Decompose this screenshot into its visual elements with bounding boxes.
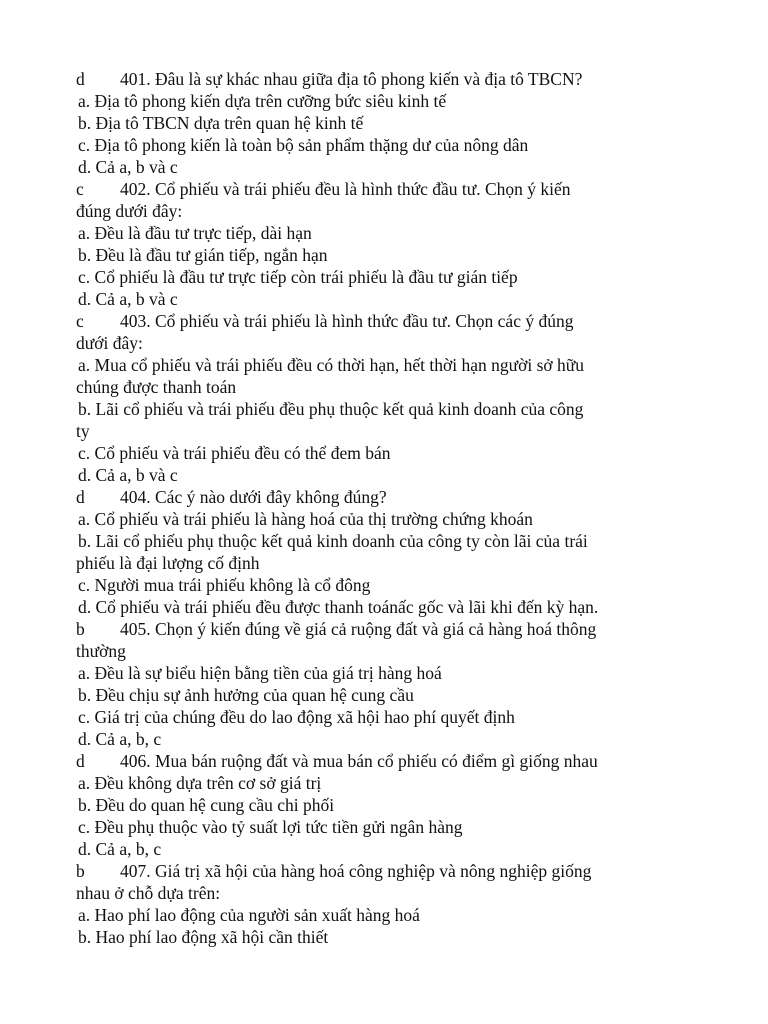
option-line: b. Địa tô TBCN dựa trên quan hệ kinh tế <box>78 113 364 133</box>
answer-key: b <box>76 861 85 881</box>
option-line: d. Cả a, b và c <box>78 289 178 309</box>
question-text-continued: đúng dưới đây: <box>76 201 183 221</box>
option-line: b. Lãi cổ phiếu và trái phiếu đều phụ thuộc kết quả kinh doanh của công <box>78 399 584 419</box>
question-text: 403. Cổ phiếu và trái phiếu là hình thức đầu tư. Chọn các ý đúng <box>120 311 574 331</box>
option-line: d. Cổ phiếu và trái phiếu đều được thanh toánấc gốc và lãi khi đến kỳ hạn. <box>78 597 599 617</box>
option-line: c. Giá trị của chúng đều do lao động xã hội hao phí quyết định <box>78 707 515 727</box>
option-line: d. Cả a, b, c <box>78 839 162 859</box>
question-text-continued: nhau ở chỗ dựa trên: <box>76 883 221 903</box>
answer-key: c <box>76 179 84 199</box>
option-line: a. Đều là đầu tư trực tiếp, dài hạn <box>78 223 312 243</box>
option-line: c. Cổ phiếu và trái phiếu đều có thể đem bán <box>78 443 391 463</box>
answer-key: b <box>76 619 85 639</box>
question-403 <box>76 310 573 332</box>
option-line: d. Cả a, b và c <box>78 465 178 485</box>
option-line: b. Hao phí lao động xã hội cần thiết <box>78 927 329 947</box>
option-line-continued: ty <box>76 421 90 441</box>
question-text-continued: dưới đây: <box>76 333 143 353</box>
question-text: 406. Mua bán ruộng đất và mua bán cổ phiếu có điểm gì giống nhau <box>120 751 598 771</box>
question-text-continued: thường <box>76 641 126 661</box>
option-line: d. Cả a, b và c <box>78 157 178 177</box>
option-line: c. Người mua trái phiếu không là cổ đông <box>78 575 371 595</box>
option-line: a. Đều không dựa trên cơ sở giá trị <box>78 773 322 793</box>
question-401 <box>76 68 582 90</box>
option-line: c. Địa tô phong kiến là toàn bộ sản phẩm thặng dư của nông dân <box>78 135 529 155</box>
question-text: 404. Các ý nào dưới đây không đúng? <box>120 487 387 507</box>
option-line: b. Đều là đầu tư gián tiếp, ngắn hạn <box>78 245 328 265</box>
answer-key: c <box>76 311 84 331</box>
option-line: a. Địa tô phong kiến dựa trên cưỡng bức siêu kinh tế <box>78 91 447 111</box>
question-402 <box>76 178 571 200</box>
question-404 <box>76 486 387 508</box>
question-text: 402. Cổ phiếu và trái phiếu đều là hình thức đầu tư. Chọn ý kiến <box>120 179 571 199</box>
option-line: a. Hao phí lao động của người sản xuất hàng hoá <box>78 905 420 925</box>
option-line: c. Cổ phiếu là đầu tư trực tiếp còn trái phiếu là đầu tư gián tiếp <box>78 267 518 287</box>
answer-key: d <box>76 487 85 507</box>
option-line: b. Lãi cổ phiếu phụ thuộc kết quả kinh doanh của công ty còn lãi của trái <box>78 531 588 551</box>
option-line: a. Mua cổ phiếu và trái phiếu đều có thời hạn, hết thời hạn người sở hữu <box>78 355 585 375</box>
option-line: a. Đều là sự biểu hiện bằng tiền của giá trị hàng hoá <box>78 663 442 683</box>
question-405 <box>76 618 596 640</box>
option-line: b. Đều chịu sự ảnh hưởng của quan hệ cung cầu <box>78 685 414 705</box>
question-text: 407. Giá trị xã hội của hàng hoá công nghiệp và nông nghiệp giống <box>120 861 592 881</box>
question-text: 405. Chọn ý kiến đúng về giá cả ruộng đất và giá cả hàng hoá thông <box>120 619 597 639</box>
option-line: a. Cổ phiếu và trái phiếu là hàng hoá của thị trường chứng khoán <box>78 509 533 529</box>
option-line: b. Đều do quan hệ cung cầu chi phối <box>78 795 335 815</box>
question-text: 401. Đâu là sự khác nhau giữa địa tô phong kiến và địa tô TBCN? <box>120 69 583 89</box>
option-line: c. Đều phụ thuộc vào tỷ suất lợi tức tiền gửi ngân hàng <box>78 817 463 837</box>
answer-key: d <box>76 751 85 771</box>
option-line-continued: chúng được thanh toán <box>76 377 237 397</box>
question-406 <box>76 750 598 772</box>
answer-key: d <box>76 69 85 89</box>
question-407 <box>76 860 591 882</box>
option-line-continued: phiếu là đại lượng cố định <box>76 553 260 573</box>
option-line: d. Cả a, b, c <box>78 729 162 749</box>
